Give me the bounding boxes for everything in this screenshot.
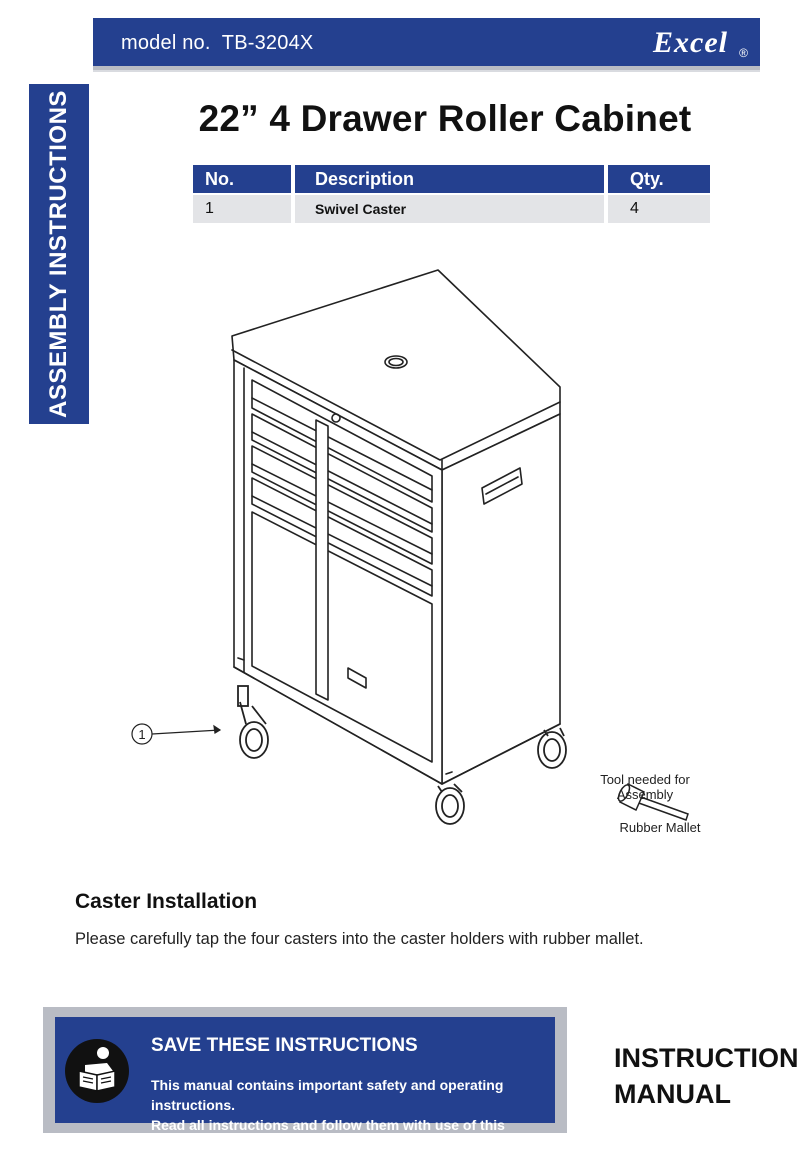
notice-line-1: This manual contains important safety and operating instructions.: [151, 1077, 504, 1113]
caster-front-right: [436, 784, 464, 824]
section-title: Caster Installation: [75, 890, 258, 913]
model-number: [121, 32, 313, 55]
model-label: model no.: [121, 32, 211, 54]
cell-qty: 4: [608, 195, 710, 223]
brand-logo: Excel: [653, 26, 728, 59]
header-description: Description: [295, 165, 604, 193]
table-header-row: [193, 165, 710, 193]
callout-number: 1: [138, 727, 146, 742]
notice-box: [55, 1017, 555, 1153]
header-band: [93, 18, 760, 70]
notice-line-2: Read all instructions and follow them with use of this product.: [151, 1117, 505, 1153]
registered-mark: ®: [739, 46, 748, 60]
side-tab-label: ASSEMBLY INSTRUCTIONS: [45, 90, 72, 418]
side-tab: [29, 84, 89, 424]
cell-no: 1: [193, 195, 291, 223]
caster-back-right: [538, 728, 566, 768]
read-manual-icon: [63, 1037, 131, 1105]
instruction-manual-title: [614, 1040, 799, 1112]
notice-title: SAVE THESE INSTRUCTIONS: [151, 1035, 418, 1056]
parts-table: [193, 165, 710, 223]
manual-line-2: MANUAL: [614, 1079, 731, 1109]
lock-bar: [316, 420, 328, 700]
notice-text: [151, 1075, 555, 1155]
header-no: No.: [193, 165, 291, 193]
caster-front-left: [238, 686, 268, 758]
cabinet-drawing: [120, 262, 720, 842]
page-title: 22” 4 Drawer Roller Cabinet: [198, 98, 692, 139]
tool-caption: Tool needed for Assembly: [600, 772, 690, 802]
tool-name: Rubber Mallet: [619, 820, 701, 835]
model-code: TB-3204X: [221, 32, 314, 54]
cell-description: Swivel Caster: [295, 195, 604, 223]
table-row: [193, 195, 710, 223]
header-qty: Qty.: [608, 165, 710, 193]
cabinet-side: [442, 414, 560, 784]
manual-line-1: INSTRUCTION: [614, 1043, 799, 1073]
section-body: Please carefully tap the four casters into the caster holders with rubber mallet.: [75, 930, 644, 948]
